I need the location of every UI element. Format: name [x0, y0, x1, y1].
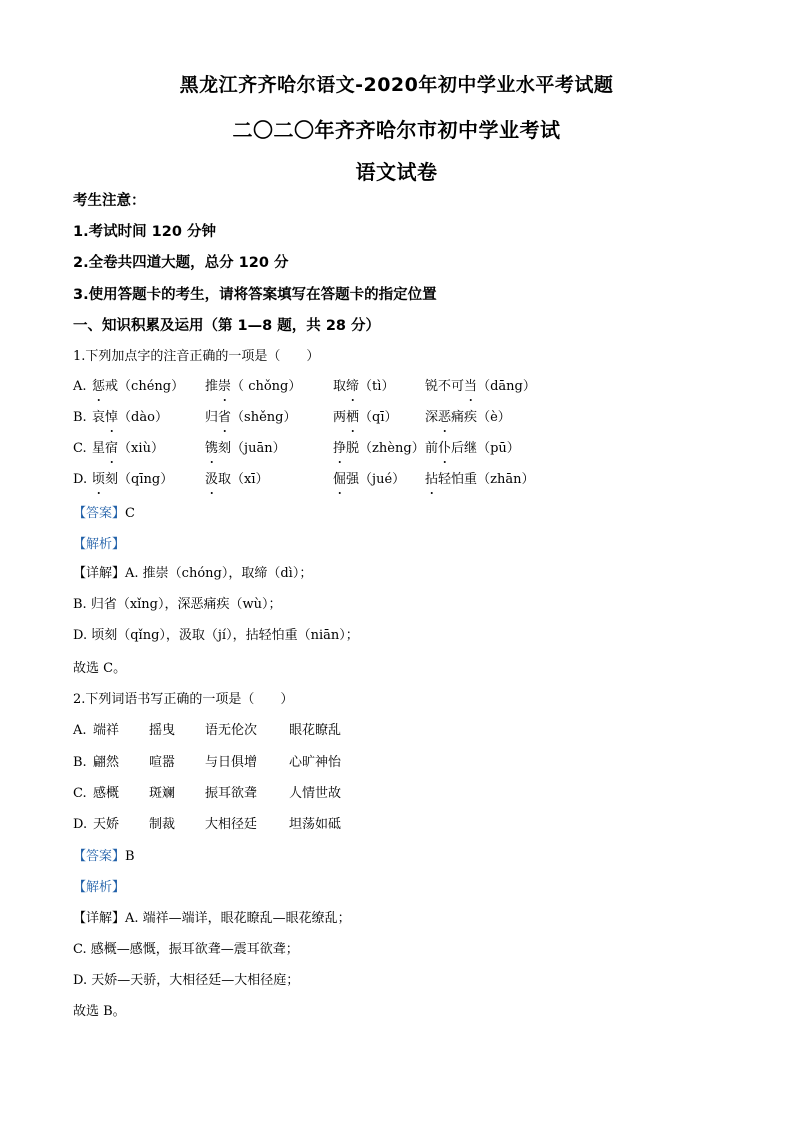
notice-heading: 考生注意：: [73, 193, 146, 209]
notice-item-2: 2.全卷共四道大题，总分 120 分: [73, 255, 289, 271]
option-item: 与日俱增: [205, 755, 258, 770]
option-item: 惩戒（chéng）: [92, 379, 185, 394]
q1-option-d: [73, 471, 535, 489]
q1-answer: [73, 505, 135, 523]
option-item: 星宿（xiù）: [92, 441, 164, 456]
section-heading: 一、知识积累及运用（第 1—8 题，共 28 分）: [73, 318, 381, 334]
notice-item-3: 3.使用答题卡的考生，请将答案填写在答题卡的指定位置: [73, 287, 437, 303]
q2-conclusion: 故选 B。: [73, 1004, 126, 1019]
document-title: 黑龙江齐齐哈尔语文-2020年初中学业水平考试题: [179, 74, 614, 96]
detail-text: A. 端祥—端详，眼花瞭乱—眼花缭乱；: [125, 911, 351, 926]
option-item: 深恶痛疾（è）: [425, 410, 511, 425]
option-item: 斑斓: [149, 786, 176, 801]
option-item: 前仆后继（pū）: [425, 441, 520, 456]
answer-value: B: [125, 849, 135, 864]
q2-option-a: [73, 722, 342, 740]
option-label: B.: [73, 410, 87, 425]
q1-stem: 1.下列加点字的注音正确的一项是（ ）: [73, 349, 320, 364]
option-label: D.: [73, 472, 88, 487]
option-item: 镌刻（juān）: [205, 441, 286, 456]
option-label: C.: [73, 786, 87, 801]
option-item: 摇曳: [149, 723, 176, 738]
q2-option-d: [73, 816, 342, 834]
option-item: 大相径廷: [205, 817, 258, 832]
q1-option-c: [73, 440, 520, 458]
q1-conclusion: 故选 C。: [73, 661, 127, 676]
q1-analysis-tag: 【解析】: [73, 537, 126, 552]
option-label: B.: [73, 755, 87, 770]
q2-detail-2: C. 感概—感慨，振耳欲聋—震耳欲聋；: [73, 942, 299, 957]
option-item: 取缔（tì）: [333, 379, 395, 394]
option-label: D.: [73, 817, 88, 832]
option-item: 两栖（qī）: [333, 410, 398, 425]
option-item: 喧嚣: [149, 755, 176, 770]
detail-tag: 【详解】: [73, 911, 126, 926]
q1-option-b: [73, 409, 511, 427]
option-label: C.: [73, 441, 87, 456]
q2-analysis-tag: 【解析】: [73, 880, 126, 895]
paper-name: 语文试卷: [355, 160, 438, 184]
notice-item-1: 1.考试时间 120 分钟: [73, 224, 216, 240]
option-item: 推崇（ chǒng）: [205, 379, 302, 394]
q2-option-b: [73, 754, 342, 772]
option-item: 倔强（jué）: [333, 472, 406, 487]
option-item: 语无伦次: [205, 723, 258, 738]
q1-detail-2: B. 归省（xǐng），深恶痛疾（wù）；: [73, 597, 282, 612]
q1-option-a: [73, 378, 536, 396]
q1-detail-1: [73, 565, 312, 583]
option-item: 锐不可当（dāng）: [425, 379, 536, 394]
detail-text: A. 推崇（chóng），取缔（dì）；: [125, 566, 313, 581]
option-item: 翩然: [93, 755, 120, 770]
answer-tag: 【答案】: [73, 506, 126, 521]
option-item: 心旷神怡: [289, 755, 342, 770]
option-item: 眼花瞭乱: [289, 723, 342, 738]
option-item: 振耳欲聋: [205, 786, 258, 801]
option-item: 归省（shěng）: [205, 410, 297, 425]
option-label: A.: [73, 723, 87, 738]
option-item: 挣脱（zhèng）: [333, 441, 425, 456]
option-item: 感概: [93, 786, 120, 801]
option-item: 哀悼（dào）: [92, 410, 168, 425]
answer-tag: 【答案】: [73, 849, 126, 864]
option-item: 坦荡如砥: [289, 817, 342, 832]
option-item: 顷刻（qīng）: [92, 472, 174, 487]
option-item: 拈轻怕重（zhān）: [425, 472, 535, 487]
option-item: 端祥: [93, 723, 120, 738]
exam-name: 二〇二〇年齐齐哈尔市初中学业考试: [232, 118, 561, 142]
option-label: A.: [73, 379, 87, 394]
q1-detail-3: D. 顷刻（qǐng），汲取（jí），拈轻怕重（niān）；: [73, 628, 359, 643]
q2-stem: 2.下列词语书写正确的一项是（ ）: [73, 692, 294, 707]
q2-detail-3: D. 天娇—天骄，大相径廷—大相径庭；: [73, 973, 300, 988]
option-item: 制裁: [149, 817, 176, 832]
answer-value: C: [125, 506, 135, 521]
detail-tag: 【详解】: [73, 566, 126, 581]
q2-answer: [73, 848, 135, 866]
q2-detail-1: [73, 910, 351, 928]
option-item: 天娇: [93, 817, 120, 832]
q2-option-c: [73, 785, 342, 803]
option-item: 汲取（xī）: [205, 472, 269, 487]
option-item: 人情世故: [289, 786, 342, 801]
